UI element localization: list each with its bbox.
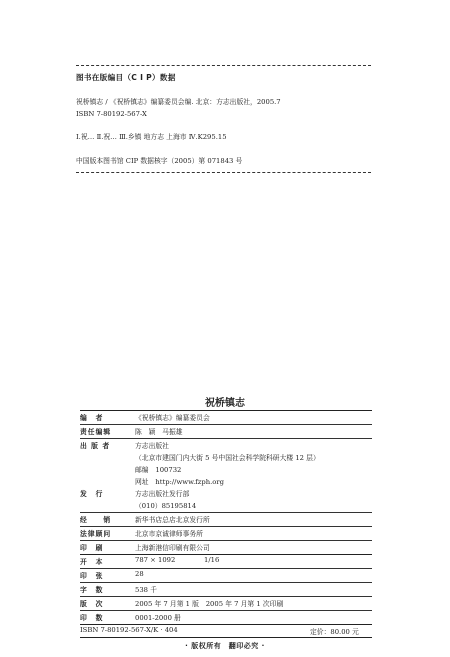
editor-value: 《祝桥镇志》编纂委员会 <box>135 414 210 422</box>
divider <box>80 424 372 425</box>
cip-line-4: 中国版本图书馆 CIP 数据核字（2005）第 071843 号 <box>76 157 243 165</box>
words-label: 字 数 <box>80 586 104 594</box>
legal-counsel-label: 法律顾问 <box>80 530 112 538</box>
publisher-website: 网址 http://www.fzph.org <box>135 478 224 486</box>
sheets-value: 28 <box>135 570 144 578</box>
print-run-label: 印 数 <box>80 614 104 622</box>
distribution-phone: （010）85195814 <box>135 502 197 510</box>
divider <box>80 438 372 439</box>
print-run-value: 0001-2000 册 <box>135 614 181 622</box>
distribution-label: 发 行 <box>80 490 104 498</box>
publisher-postcode: 邮编 100732 <box>135 466 182 474</box>
printer-label: 印 刷 <box>80 544 104 552</box>
responsible-editor-label: 责任编辑 <box>80 428 112 436</box>
sheets-label: 印 张 <box>80 572 104 580</box>
publisher-address: （北京市建国门内大街 5 号中国社会科学院科研大楼 12 层） <box>135 454 320 462</box>
distributor-label: 经 销 <box>80 516 112 524</box>
legal-counsel-value: 北京市京诚律师事务所 <box>135 530 203 538</box>
colophon-bottom-rule <box>80 637 372 638</box>
cip-top-dashed-rule <box>76 65 371 66</box>
divider <box>80 568 372 569</box>
publisher-name: 方志出版社 <box>135 442 169 450</box>
rights-notice: · 版权所有 翻印必究 · <box>185 642 265 650</box>
format-label: 开 本 <box>80 558 104 566</box>
publisher-label: 出 版 者 <box>80 442 111 450</box>
distributor-value: 新华书店总店北京发行所 <box>135 516 210 524</box>
book-title: 祝桥镇志 <box>205 398 245 409</box>
cip-line-3: Ⅰ.祝… Ⅱ.祝… Ⅲ.乡镇 地方志 上海市 Ⅳ.K295.15 <box>76 133 227 141</box>
divider <box>80 624 372 625</box>
divider <box>80 582 372 583</box>
cip-heading: 图书在版编目（C I P）数据 <box>76 73 176 82</box>
format-extra: 1/16 <box>204 556 220 564</box>
divider <box>80 526 372 527</box>
colophon-top-rule <box>80 410 372 411</box>
divider <box>80 596 372 597</box>
printer-value: 上海新港信印刷有限公司 <box>135 544 210 552</box>
divider <box>80 610 372 611</box>
price-value: 定价：80.00 元 <box>310 628 359 636</box>
edition-label: 版 次 <box>80 600 104 608</box>
responsible-editor-value: 陈 颖 马振雄 <box>135 428 183 436</box>
cip-line-2: ISBN 7-80192-567-X <box>76 110 147 118</box>
isbn-value: ISBN 7-80192-567-X/K · 404 <box>80 626 178 634</box>
edition-value: 2005 年 7 月第 1 版 2005 年 7 月第 1 次印刷 <box>135 600 284 608</box>
cip-line-1: 祝桥镇志 / 《祝桥镇志》编纂委员会编. 北京：方志出版社，2005.7 <box>76 98 281 106</box>
divider <box>80 554 372 555</box>
words-value: 538 千 <box>135 586 157 594</box>
divider <box>80 512 372 513</box>
format-value: 787 × 1092 <box>135 556 176 564</box>
divider <box>80 540 372 541</box>
distribution-dept: 方志出版社发行部 <box>135 490 190 498</box>
editor-label: 编 者 <box>80 414 104 422</box>
cip-bottom-dashed-rule <box>76 172 371 173</box>
